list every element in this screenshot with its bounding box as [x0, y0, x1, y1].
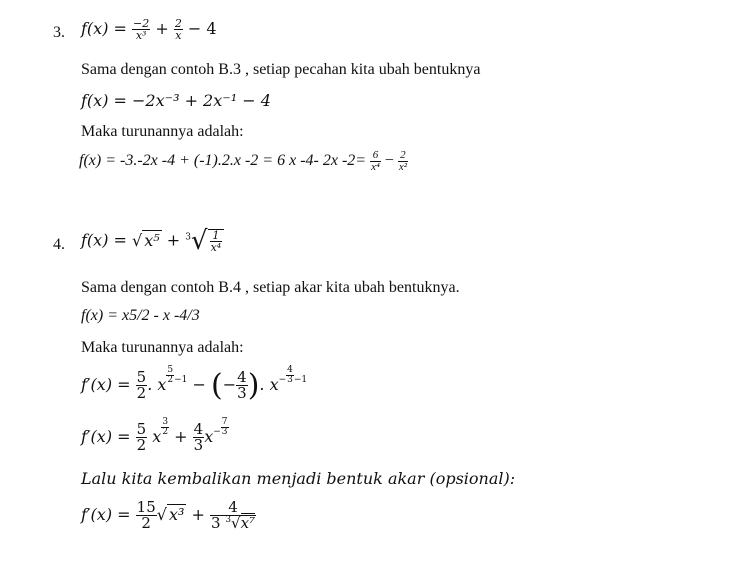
d3-plus: +: [191, 505, 205, 524]
d1-paren-num: 4: [237, 368, 247, 386]
item4-explanation: Sama dengan contoh B.4 , setiap akar kita ubah bentuknya.: [81, 279, 460, 296]
d2-x1: x: [152, 427, 162, 446]
d2-frac2-num: 4: [193, 420, 204, 438]
item4-number: 4.: [53, 236, 65, 253]
item4-optional-label: Lalu kita kembalikan menjadi bentuk akar (opsional):: [81, 469, 516, 488]
item3-frac2-den: x: [175, 29, 182, 42]
d2-exp1-den: 2: [162, 427, 169, 437]
item3-explanation: Sama dengan contoh B.3 , setiap pecahan kita ubah bentuknya: [81, 61, 481, 78]
d1-exp: [166, 366, 174, 385]
d1-paren-neg: −: [222, 375, 237, 394]
item3-frac4-den: x²: [398, 161, 408, 173]
item3-lhs: f(x) =: [81, 19, 127, 38]
item4-derivative-2: [81, 418, 229, 453]
item3-frac2-num: 2: [174, 17, 182, 30]
item3-frac3-den: x⁴: [371, 161, 380, 173]
d1-exp2-neg: −: [278, 375, 287, 385]
d2-x2: x: [204, 427, 214, 446]
d2-lhs: f′(x) =: [81, 427, 131, 446]
d1-tail: . x: [259, 375, 279, 394]
d2-exp1: [161, 418, 169, 437]
item3-frac4-num: 2: [398, 150, 408, 162]
d2-exp2-neg: −: [213, 427, 221, 437]
d1-exp2-tail: −1: [293, 375, 308, 385]
item3-tail: − 4: [187, 19, 217, 38]
d1-paren-close: ): [247, 368, 260, 403]
item4-derivative-label: Maka turunannya adalah:: [81, 339, 244, 356]
d2-exp2-den: 3: [221, 427, 228, 437]
item3-number: 3.: [53, 24, 65, 41]
d3-lhs: f′(x) =: [81, 505, 131, 524]
item4-sqrt: √ x⁵: [132, 230, 160, 250]
d3-frac2-num: 4: [210, 500, 256, 516]
d1-frac: [136, 370, 148, 401]
item3-frac4: [398, 150, 408, 173]
d1-exp-tail: −1: [174, 375, 188, 385]
item4-cube-root: $^3$√ $\frac{1}{\text{x⁴}}$: [185, 226, 224, 256]
item4-function: [81, 226, 224, 256]
item3-frac3: [370, 150, 381, 173]
item3-derivative: [79, 150, 408, 173]
item3-minus: −: [384, 152, 394, 170]
d1-exp-den: 2: [167, 375, 174, 385]
item3-frac1: [132, 18, 150, 41]
item4-root-index: 3: [185, 232, 191, 243]
d3-frac2-root-body: x⁷: [240, 514, 256, 532]
item3-frac2: [174, 18, 183, 41]
d2-exp2: [221, 418, 229, 437]
d1-exp2: [286, 366, 294, 385]
item4-root-frac: [210, 230, 223, 253]
d3-frac2-root-index: 3: [225, 515, 232, 525]
d3-frac-num: 15: [136, 498, 156, 516]
d2-exp1-num: 3: [162, 417, 169, 427]
d1-paren-den: 3: [237, 384, 247, 402]
d1-minus: −: [192, 375, 206, 394]
d1-frac-den: 2: [136, 384, 147, 402]
d2-plus: +: [174, 427, 188, 446]
d1-lhs: f′(x) =: [81, 375, 131, 394]
item4-plus: +: [166, 230, 181, 250]
d3-frac-den: 2: [141, 514, 151, 532]
item4-derivative-1: [81, 366, 307, 403]
item3-derivative-text: f(x) = -3.-2x -4 + (-1).2.x -2 = 6 x -4- 2x -2=: [79, 152, 367, 170]
item3-function: f(x) = $\frac{-2}{\text{x³}}$ + $\frac{2}{x}$ − 4: [81, 17, 217, 42]
item3-frac3-num: 6: [370, 150, 381, 162]
d3-frac2: $\frac{4}{3 ^3√x^7}$: [210, 498, 256, 532]
item3-frac1-den: x³: [135, 29, 147, 42]
item4-derivative-3: [81, 500, 256, 531]
d2-frac-num: 5: [136, 420, 147, 438]
d1-mid: . x: [147, 375, 167, 394]
d3-frac: [136, 500, 157, 531]
d3-sqrt-body: x³: [168, 505, 185, 524]
d1-exp2-num: 4: [287, 365, 293, 375]
d1-exp2-den: 3: [287, 375, 293, 385]
item3-frac1-num: −2: [133, 17, 150, 30]
d3-frac2-den-coef: 3: [210, 514, 221, 532]
d1-paren-open: (: [211, 368, 223, 403]
d1-exp-num: 5: [167, 365, 174, 375]
item3-derivative-label: Maka turunannya adalah:: [81, 123, 244, 140]
d2-frac2: [193, 422, 205, 453]
item3-rewrite: f(x) = −2x⁻³ + 2x⁻¹ − 4: [81, 91, 271, 110]
d1-paren-frac: [236, 370, 248, 401]
d2-frac: [136, 422, 148, 453]
item4-lhs: f(x) =: [81, 230, 127, 250]
d2-frac2-den: 3: [193, 436, 204, 454]
d1-frac-num: 5: [136, 368, 147, 386]
item4-root-frac-den: x⁴: [210, 241, 222, 254]
d3-sqrt: √ x³: [156, 505, 185, 524]
d2-frac-den: 2: [136, 436, 147, 454]
item4-root-frac-num: 1: [210, 230, 223, 242]
item4-rewrite: f(x) = x5/2 - x -4/3: [81, 307, 200, 324]
item4-sqrt-body: x⁵: [144, 230, 160, 250]
d2-exp2-num: 7: [221, 417, 228, 427]
